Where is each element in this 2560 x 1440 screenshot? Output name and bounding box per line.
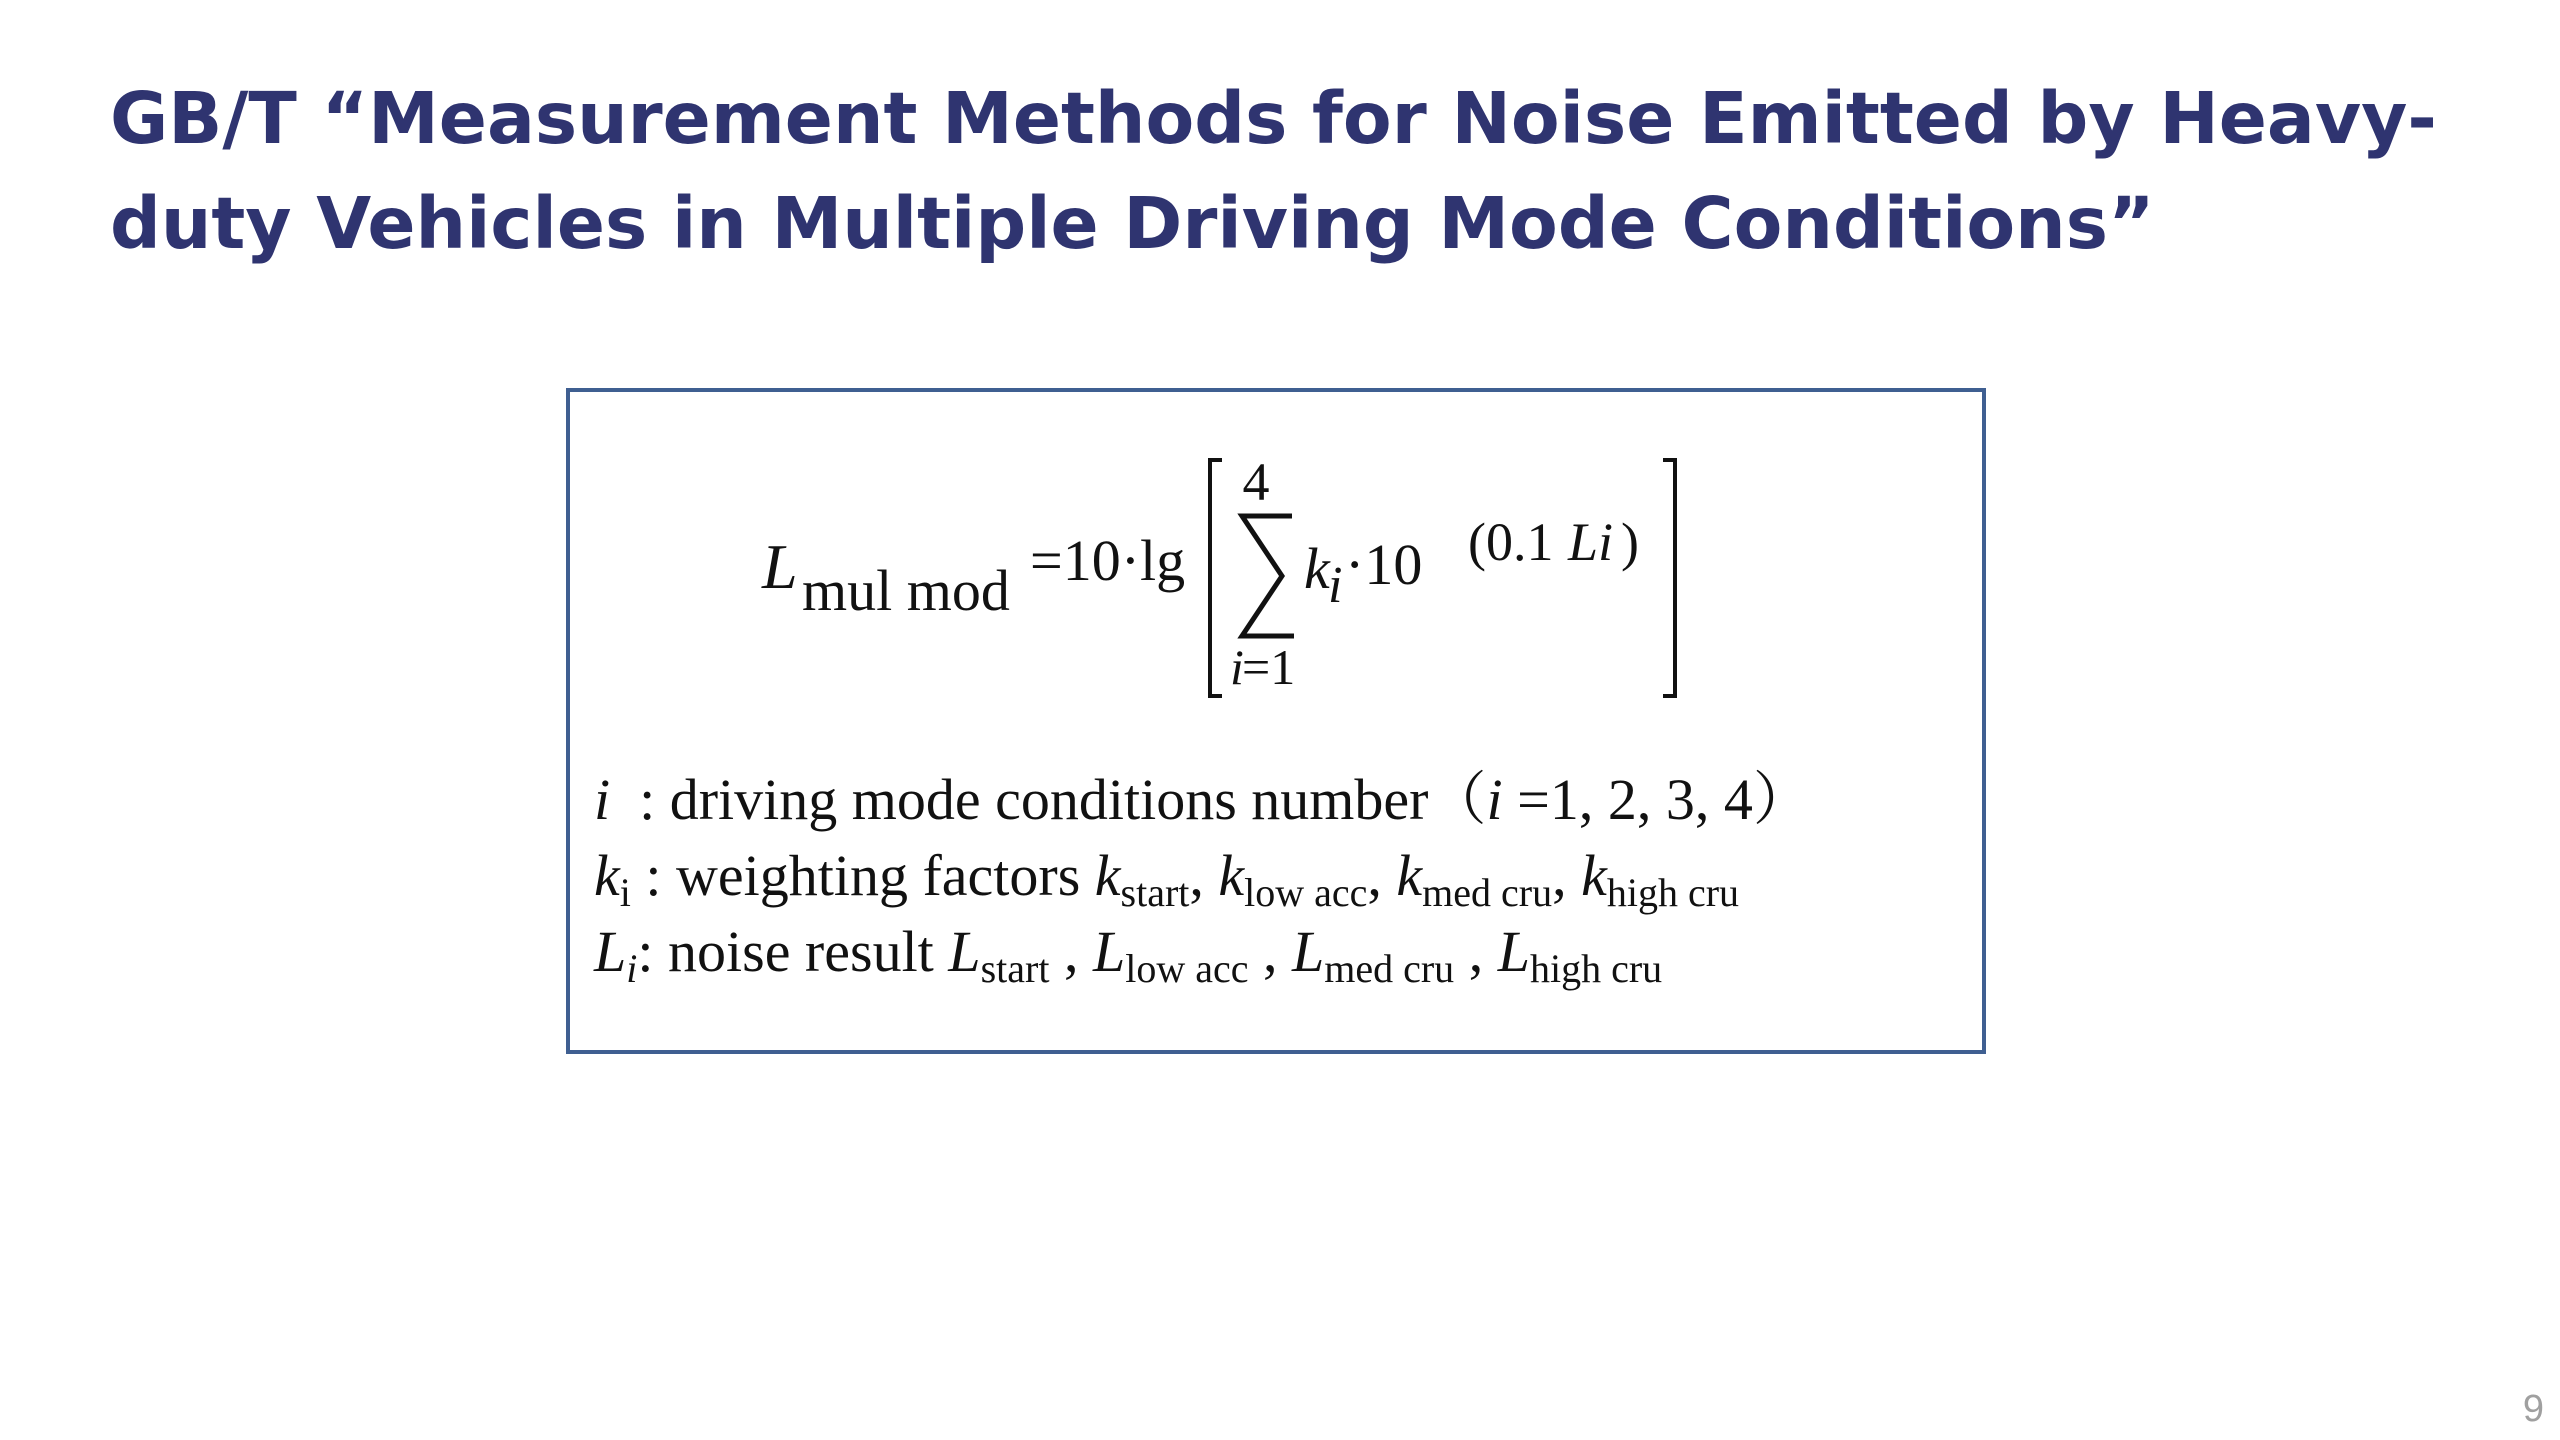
summand-symbol: k <box>1304 536 1330 601</box>
formula-lhs-subscript: mul mod <box>802 558 1010 623</box>
k-med-cru-symbol: k <box>1396 843 1423 908</box>
def-l-sub: i <box>626 946 638 992</box>
summand-subscript: i <box>1328 557 1343 614</box>
summand-times: ·10 <box>1345 532 1423 597</box>
k-start-sub: start <box>1120 870 1190 916</box>
sum-lower-rest: =1 <box>1242 639 1296 695</box>
sum-lower-var: i <box>1230 639 1244 695</box>
separator: , <box>1454 919 1498 984</box>
k-low-acc-sub: low acc <box>1244 870 1368 916</box>
l-high-cru-sub: high cru <box>1529 946 1663 992</box>
l-med-cru-symbol: L <box>1291 919 1325 984</box>
formula-equals-prefix: =10·lg <box>1030 528 1186 593</box>
separator: , <box>1367 843 1397 908</box>
weighted-noise-formula <box>570 392 1982 722</box>
l-low-acc-sub: low acc <box>1125 946 1249 992</box>
page-number: 9 <box>2522 1388 2544 1430</box>
formula-box <box>566 388 1986 1054</box>
definitions <box>594 762 1811 990</box>
def-l-symbol: L <box>594 919 627 984</box>
l-low-acc-symbol: L <box>1092 919 1126 984</box>
exponent-close: ) <box>1621 512 1639 572</box>
slide-title: GB/T “Measurement Methods for Noise Emitted by Heavy-duty Vehicles in Multiple Driving Mode Conditions” <box>110 77 2437 265</box>
left-bracket <box>1210 460 1222 696</box>
definition-i <box>594 762 1811 838</box>
def-l-text: : noise result <box>637 919 949 984</box>
def-i-var: i <box>1486 767 1503 832</box>
sum-upper-limit: 4 <box>1242 452 1270 512</box>
separator: , <box>1552 843 1582 908</box>
k-high-cru-sub: high cru <box>1606 870 1740 916</box>
exponent-var: Li <box>1568 512 1614 572</box>
k-med-cru-sub: med cru <box>1422 870 1553 916</box>
definition-k <box>594 838 1811 914</box>
k-low-acc-symbol: k <box>1218 843 1245 908</box>
def-k-text: : weighting factors <box>630 843 1095 908</box>
right-bracket <box>1663 460 1675 696</box>
def-k-sub: i <box>619 870 631 916</box>
l-start-symbol: L <box>948 919 981 984</box>
k-high-cru-symbol: k <box>1581 843 1607 908</box>
separator: , <box>1248 919 1292 984</box>
def-i-values: =1, 2, 3, 4） <box>1502 767 1811 832</box>
separator: , <box>1049 919 1093 984</box>
l-start-sub: start <box>980 946 1050 992</box>
l-high-cru-symbol: L <box>1497 919 1530 984</box>
summation-sign <box>1242 516 1294 636</box>
formula-lhs-symbol: L <box>762 531 798 602</box>
l-med-cru-sub: med cru <box>1324 946 1455 992</box>
def-k-symbol: k <box>594 843 620 908</box>
separator: , <box>1189 843 1219 908</box>
def-i-text: : driving mode conditions number（ <box>610 767 1487 832</box>
k-start-symbol: k <box>1094 843 1121 908</box>
definition-l <box>594 914 1811 990</box>
exponent-open: (0.1 <box>1468 512 1554 572</box>
def-i-symbol: i <box>594 767 611 832</box>
